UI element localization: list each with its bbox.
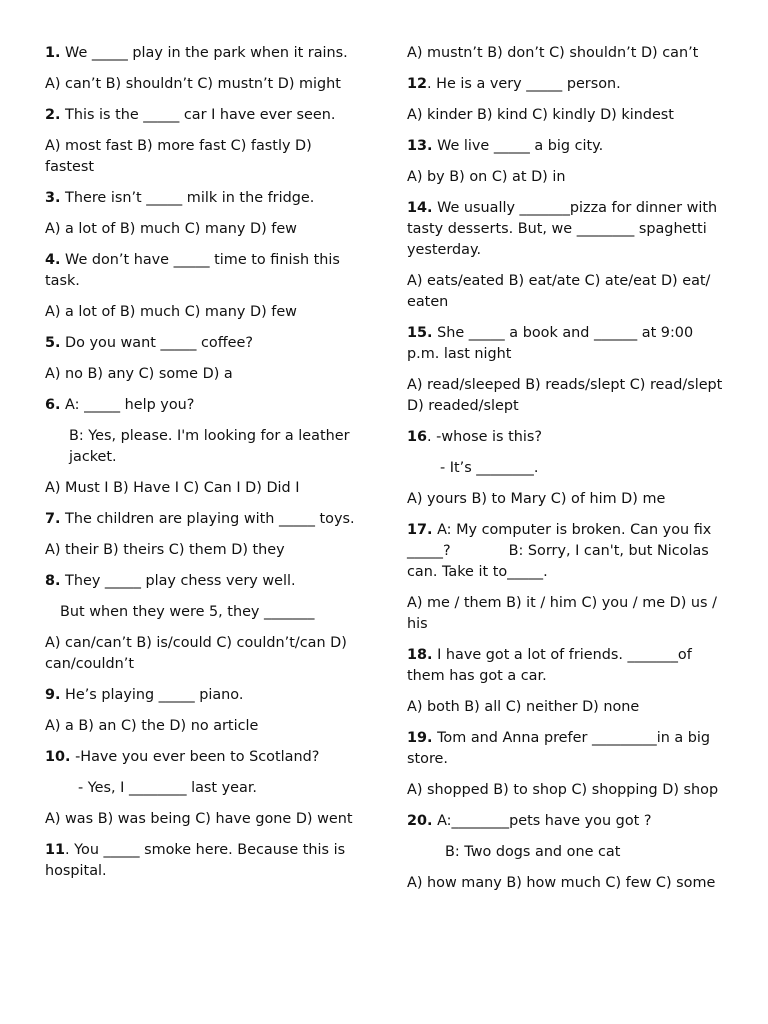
question-12 xyxy=(407,74,727,95)
question-number: 9. xyxy=(45,687,61,703)
question-number: 5. xyxy=(45,335,61,351)
question-15 xyxy=(407,323,727,365)
question-stem: A: _____ help you? xyxy=(60,397,195,413)
question-stem: There isn’t _____ milk in the fridge. xyxy=(60,190,315,206)
question-stem: . You _____ smoke here. Because this is hospital. xyxy=(45,842,346,879)
answer-options-16: A) yours B) to Mary C) of him D) me xyxy=(407,491,666,507)
question-20 xyxy=(407,811,727,832)
question-19 xyxy=(407,728,727,770)
answer-options-14: A) eats/eated B) eat/ate C) ate/eat D) eat/ eaten xyxy=(407,273,711,310)
question-number: 13. xyxy=(407,138,433,154)
question-stem: The children are playing with _____ toys. xyxy=(60,511,355,527)
question-3 xyxy=(45,188,365,209)
question-17 xyxy=(407,520,727,583)
answer-options-10: A) was B) was being C) have gone D) went xyxy=(45,811,353,827)
question-6-dialogue: B: Yes, please. I'm looking for a leather jacket. xyxy=(69,428,350,465)
question-stem: She _____ a book and ______ at 9:00 p.m. last night xyxy=(407,325,694,362)
answer-options-19: A) shopped B) to shop C) shopping D) shop xyxy=(407,782,719,798)
question-17-reply: B: Sorry, I can't, but Nicolas can. Take it to_____. xyxy=(407,543,709,580)
answer-options-8: A) can/can’t B) is/could C) couldn’t/can D) can/couldn’t xyxy=(45,635,347,672)
question-8-line2: But when they were 5, they _______ xyxy=(60,604,315,620)
answer-options-20: A) how many B) how much C) few C) some xyxy=(407,875,716,891)
answer-options-3: A) a lot of B) much C) many D) few xyxy=(45,221,297,237)
question-number: 8. xyxy=(45,573,61,589)
question-number: 6. xyxy=(45,397,61,413)
question-16 xyxy=(407,427,727,448)
question-5 xyxy=(45,333,365,354)
question-13 xyxy=(407,136,727,157)
answer-options-15: A) read/sleeped B) reads/slept C) read/slept D) readed/slept xyxy=(407,377,723,414)
question-14 xyxy=(407,198,727,261)
question-number: 4. xyxy=(45,252,61,268)
question-stem: . -whose is this? xyxy=(427,429,542,445)
question-number: 19. xyxy=(407,730,433,746)
answer-options-5: A) no B) any C) some D) a xyxy=(45,366,233,382)
answer-options-7: A) their B) theirs C) them D) they xyxy=(45,542,285,558)
question-stem: He’s playing _____ piano. xyxy=(60,687,244,703)
question-stem: I have got a lot of friends. _______of them has got a car. xyxy=(407,647,692,684)
answer-options-4: A) a lot of B) much C) many D) few xyxy=(45,304,297,320)
question-number: 20. xyxy=(407,813,433,829)
question-number: 18. xyxy=(407,647,433,663)
question-8 xyxy=(45,571,365,592)
question-7 xyxy=(45,509,365,530)
question-stem: We usually _______pizza for dinner with tasty desserts. But, we ________ spaghetti yesterday. xyxy=(407,200,718,258)
question-stem: We _____ play in the park when it rains. xyxy=(60,45,348,61)
question-stem: They _____ play chess very well. xyxy=(60,573,296,589)
question-4 xyxy=(45,250,365,292)
question-number: 12 xyxy=(407,76,428,92)
question-stem: We live _____ a big city. xyxy=(432,138,604,154)
question-number: 11 xyxy=(45,842,66,858)
question-number: 14. xyxy=(407,200,433,216)
answer-options-6: A) Must I B) Have I C) Can I D) Did I xyxy=(45,480,300,496)
question-stem: Tom and Anna prefer _________in a big store. xyxy=(407,730,711,767)
question-stem: Do you want _____ coffee? xyxy=(60,335,253,351)
question-number: 17. xyxy=(407,522,433,538)
question-stem: This is the _____ car I have ever seen. xyxy=(60,107,336,123)
right-column xyxy=(407,43,727,904)
question-6 xyxy=(45,395,365,416)
question-9 xyxy=(45,685,365,706)
answer-options-9: A) a B) an C) the D) no article xyxy=(45,718,259,734)
question-18 xyxy=(407,645,727,687)
answer-options-17: A) me / them B) it / him C) you / me D) us / his xyxy=(407,595,717,632)
question-16-dialogue: - It’s ________. xyxy=(440,460,539,476)
answer-options-13: A) by B) on C) at D) in xyxy=(407,169,566,185)
question-number: 10. xyxy=(45,749,71,765)
left-column xyxy=(45,43,365,892)
answer-options-18: A) both B) all C) neither D) none xyxy=(407,699,640,715)
question-10 xyxy=(45,747,365,768)
question-number: 15. xyxy=(407,325,433,341)
question-stem: . He is a very _____ person. xyxy=(427,76,621,92)
question-number: 7. xyxy=(45,511,61,527)
question-number: 16 xyxy=(407,429,428,445)
question-stem: -Have you ever been to Scotland? xyxy=(70,749,320,765)
question-10-dialogue: - Yes, I ________ last year. xyxy=(78,780,257,796)
question-2 xyxy=(45,105,365,126)
question-number: 2. xyxy=(45,107,61,123)
question-20-dialogue: B: Two dogs and one cat xyxy=(445,844,621,860)
question-number: 3. xyxy=(45,190,61,206)
question-stem: A:________pets have you got ? xyxy=(432,813,652,829)
answer-options-12: A) kinder B) kind C) kindly D) kindest xyxy=(407,107,674,123)
answer-options-11: A) mustn’t B) don’t C) shouldn’t D) can’t xyxy=(407,45,699,61)
question-11 xyxy=(45,840,365,882)
question-number: 1. xyxy=(45,45,61,61)
answer-options-2: A) most fast B) more fast C) fastly D) fastest xyxy=(45,138,312,175)
question-stem: We don’t have _____ time to finish this task. xyxy=(45,252,340,289)
question-1 xyxy=(45,43,365,64)
question-stem: A: My computer is broken. Can you fix _____? xyxy=(407,522,712,559)
answer-options-1: A) can’t B) shouldn’t C) mustn’t D) might xyxy=(45,76,341,92)
